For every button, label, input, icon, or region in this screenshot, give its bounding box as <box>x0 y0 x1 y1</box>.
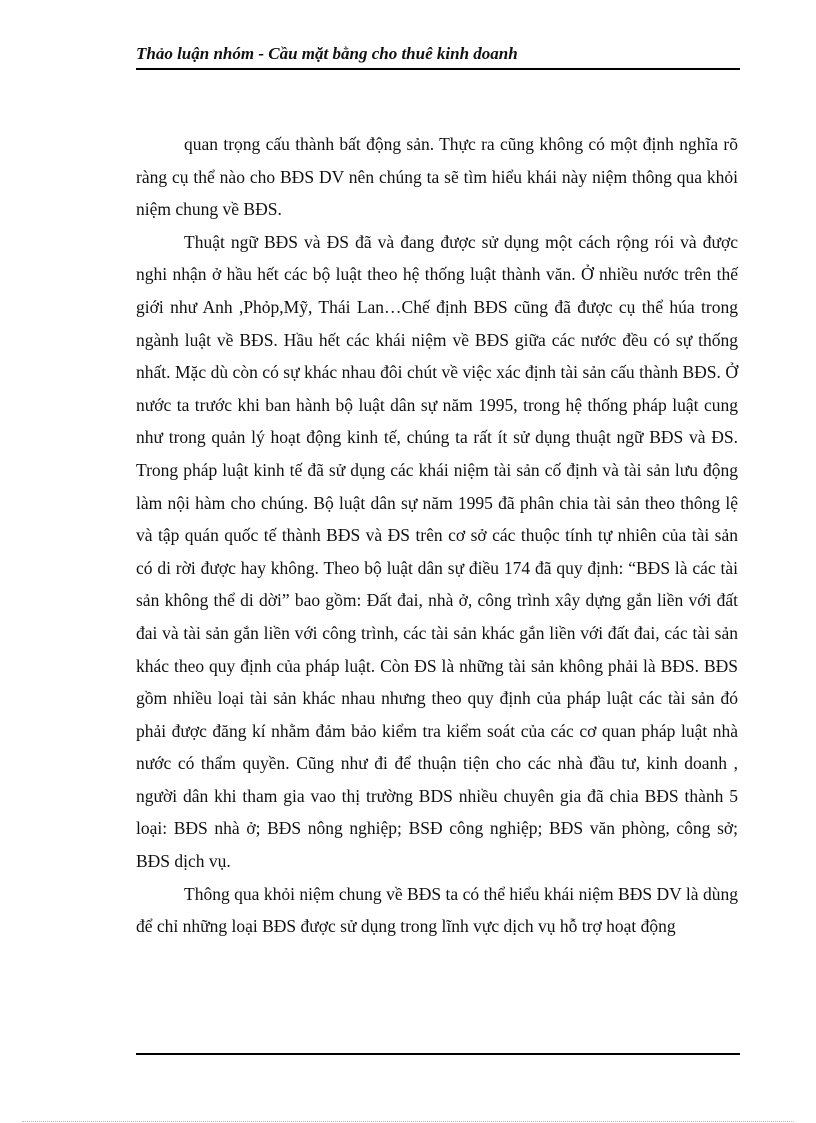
paragraph-definition: Thuật ngữ BĐS và ĐS đã và đang được sử dụng một cách rộng rói và được nghi nhận ở hầu hết các bộ luật theo hệ thống luật thành văn. Ở nhiều nước trên thế giới như Anh ,Phỏp,Mỹ, Thái Lan…Chế định BĐS cũng đã được cụ thể húa trong ngành luật về BĐS. Hầu hết các khái niệm về BĐS giữa các nước đều có sự thống nhất. Mặc dù còn có sự khác nhau đôi chút về việc xác định tài sản cấu thành BĐS. Ở nước ta trước khi ban hành bộ luật dân sự năm 1995, trong hệ thống pháp luật cung như trong quản lý hoạt động kinh tế, chúng ta rất ít sử dụng thuật ngữ BĐS và ĐS. Trong pháp luật kinh tế đã sử dụng các khái niệm tài sản cố định và tài sản lưu động làm nội hàm cho chúng. Bộ luật dân sự năm 1995 đã phân chia tài sản theo thông lệ và tập quán quốc tế thành BĐS và ĐS trên cơ sở các thuộc tính tự nhiên của tài sản có di rời được hay không. Theo bộ luật dân sự điều 174 đã quy định: “BĐS là các tài sản không thể di dời” bao gồm: Đất đai, nhà ở, công trình xây dựng gắn liền với đất đai và tài sản gắn liền với công trình, các tài sản khác gắn liền với đất đai, các tài sản khác theo quy định của pháp luật. Còn ĐS là những tài sản không phải là BĐS. BĐS gồm nhiều loại tài sản khác nhau nhưng theo quy định của pháp luật các tài sản đó phải được đăng kí nhằm đảm bảo kiểm tra kiểm soát của các cơ quan pháp luật nhà nước có thẩm quyền. Cũng như đi để thuận tiện cho các nhà đầu tư, kinh doanh , người dân khi tham gia vao thị trường BDS nhiều chuyên gia đã chia BĐS thành 5 loại: BĐS nhà ở; BĐS nông nghiệp; BSĐ công nghiệp; BĐS văn phòng, công sở; BĐS dịch vụ. <box>136 231 738 872</box>
paragraph-continuation: quan trọng cấu thành bất động sản. Thực ra cũng không có một định nghĩa rõ ràng cụ thể nào cho BĐS DV nên chúng ta sẽ tìm hiểu khái này niệm thông qua khỏi niệm chung về BĐS. <box>136 134 738 220</box>
page-edge-divider <box>22 1121 794 1122</box>
paragraph-service-real-estate: Thông qua khỏi niệm chung về BĐS ta có thể hiểu khái niệm BĐS DV là dùng để chỉ những loại BĐS được sử dụng trong lĩnh vực dịch vụ hỗ trợ hoạt động <box>136 883 738 937</box>
footer-rule <box>136 1053 740 1055</box>
header-rule <box>136 68 740 70</box>
body-text <box>136 128 738 943</box>
running-header: Thảo luận nhóm - Cầu mặt bằng cho thuê kinh doanh <box>136 44 518 63</box>
